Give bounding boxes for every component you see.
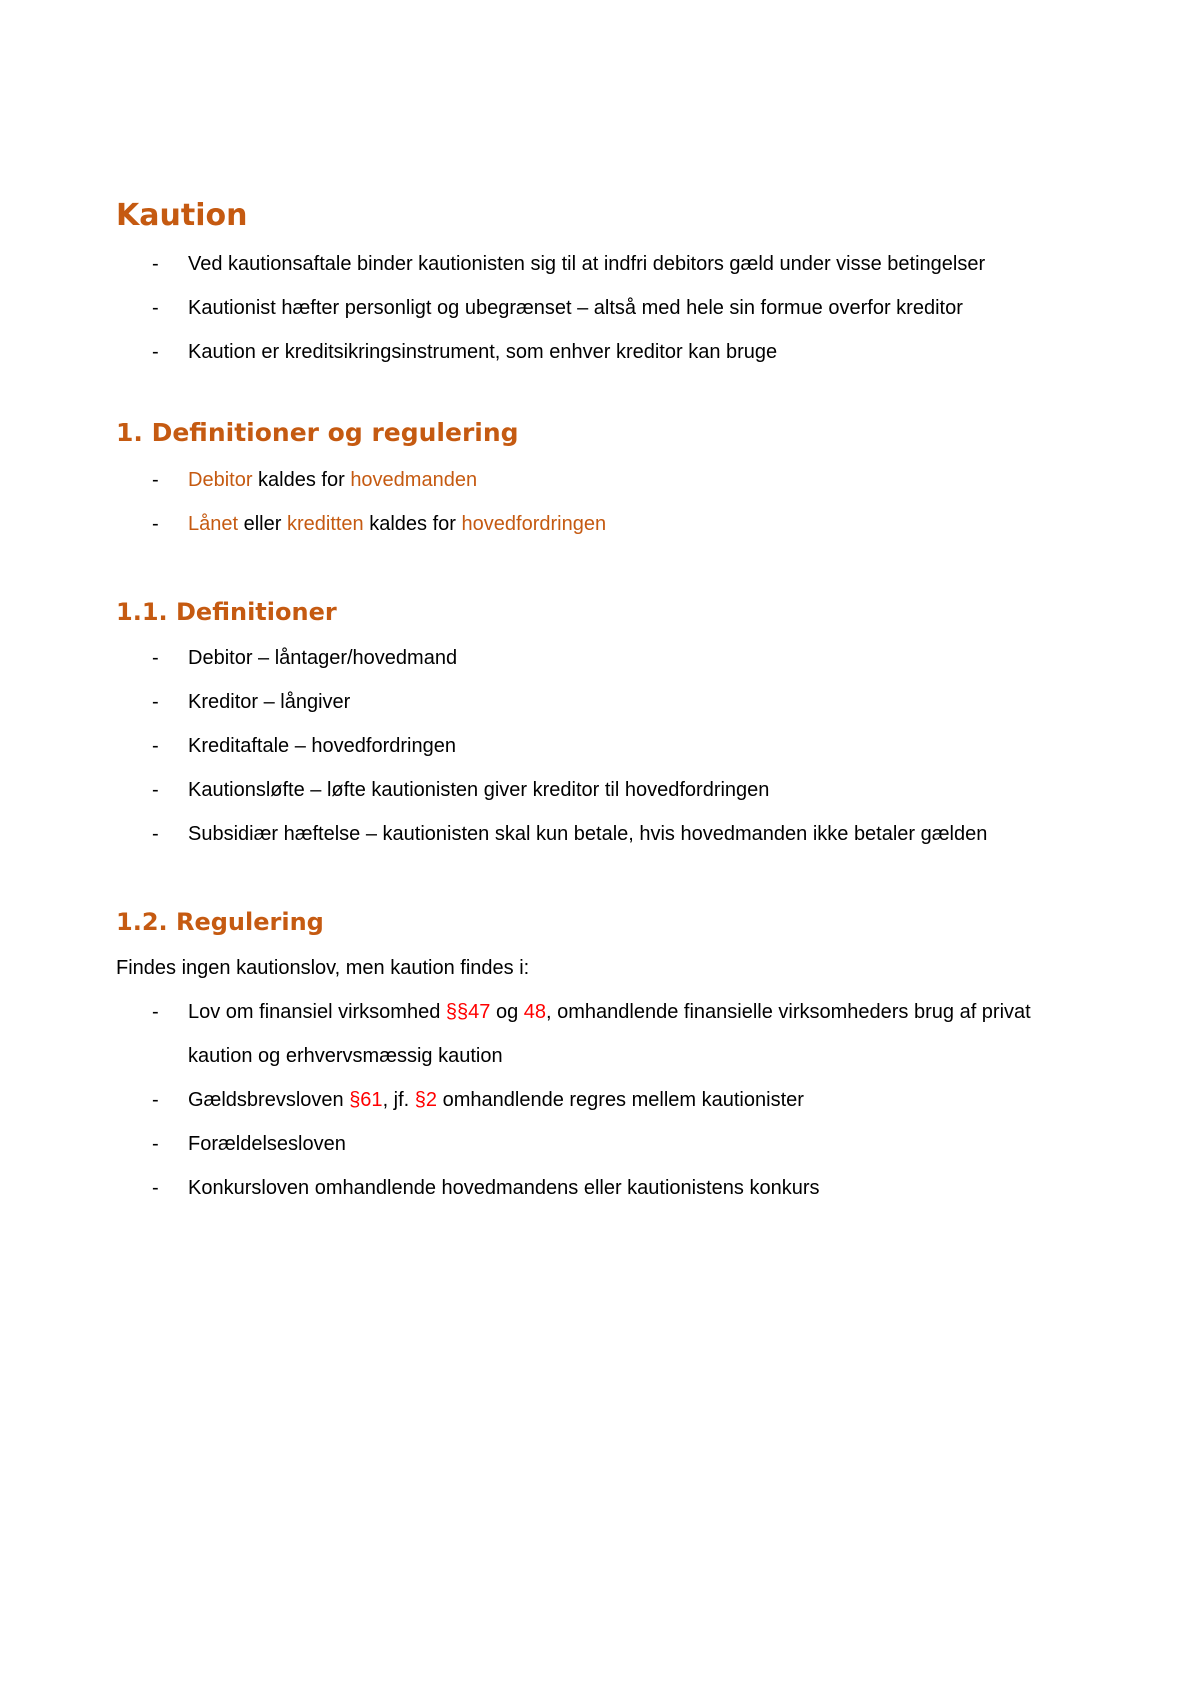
term: kreditten [286, 513, 364, 535]
dash-bullet: - [152, 469, 159, 491]
list-item: - Kautionsløfte – løfte kautionisten giver kreditor til hovedfordringen [116, 768, 1096, 812]
dash-bullet: - [152, 1001, 159, 1023]
dash-bullet: - [152, 1089, 159, 1111]
regulering-list [116, 990, 1096, 1210]
document-content [116, 192, 1096, 1210]
list-item: - Debitor – låntager/hovedmand [116, 636, 1096, 680]
dash-bullet: - [152, 253, 159, 275]
list-item: - Ved kautionsaftale binder kautionisten sig til at indfri debitors gæld under visse betingelser [116, 242, 1096, 286]
list-item: - Subsidiær hæftelse – kautionisten skal kun betale, hvis hovedmanden ikke betaler gælden [116, 812, 1096, 856]
dash-bullet: - [152, 1177, 159, 1199]
list-item: - Konkursloven omhandlende hovedmandens eller kautionistens konkurs [116, 1166, 1096, 1210]
list-item: - Gældsbrevsloven §61, jf. §2 omhandlende regres mellem kautionister [116, 1078, 1096, 1122]
dash-bullet: - [152, 823, 159, 845]
list-item: - Debitor kaldes for hovedmanden [116, 458, 1096, 502]
list-item: - Kaution er kreditsikringsinstrument, som enhver kreditor kan bruge [116, 330, 1096, 374]
dash-bullet: - [152, 691, 159, 713]
term: hovedmanden [350, 469, 478, 491]
regulering-intro: Findes ingen kautionslov, men kaution findes i: [116, 957, 530, 979]
dash-bullet: - [152, 297, 159, 319]
dash-bullet: - [152, 341, 159, 363]
dash-bullet: - [152, 735, 159, 757]
heading-definitioner-og-regulering: 1. Definitioner og regulering [116, 418, 519, 447]
heading-regulering: 1.2. Regulering [116, 908, 324, 936]
list-item: - Forældelsesloven [116, 1122, 1096, 1166]
list-item: - Kreditaftale – hovedfordringen [116, 724, 1096, 768]
kaution-list [116, 242, 1096, 374]
list-item: - Kautionist hæfter personligt og ubegrænset – altså med hele sin formue overfor kreditor [116, 286, 1096, 330]
list-item: - Kreditor – långiver [116, 680, 1096, 724]
dash-bullet: - [152, 779, 159, 801]
definitioner-list [116, 636, 1096, 856]
heading-definitioner: 1.1. Definitioner [116, 598, 337, 626]
term: hovedfordringen [461, 513, 607, 535]
dash-bullet: - [152, 513, 159, 535]
law-reference: §2 [414, 1089, 438, 1111]
term: Debitor [188, 469, 253, 491]
term: Lånet [188, 513, 239, 535]
list-item: - Lånet eller kreditten kaldes for hovedfordringen [116, 502, 1096, 546]
list-item: - Lov om finansiel virksomhed §§47 og 48, omhandlende finansielle virksomheders brug af privat kaution og erhvervsmæssig kaution [116, 990, 1096, 1078]
law-reference: §§47 [445, 1001, 491, 1023]
dash-bullet: - [152, 1133, 159, 1155]
dash-bullet: - [152, 647, 159, 669]
section1-list [116, 458, 1096, 546]
heading-kaution: Kaution [116, 198, 248, 233]
law-reference: 48 [523, 1001, 546, 1023]
law-reference: §61 [349, 1089, 383, 1111]
